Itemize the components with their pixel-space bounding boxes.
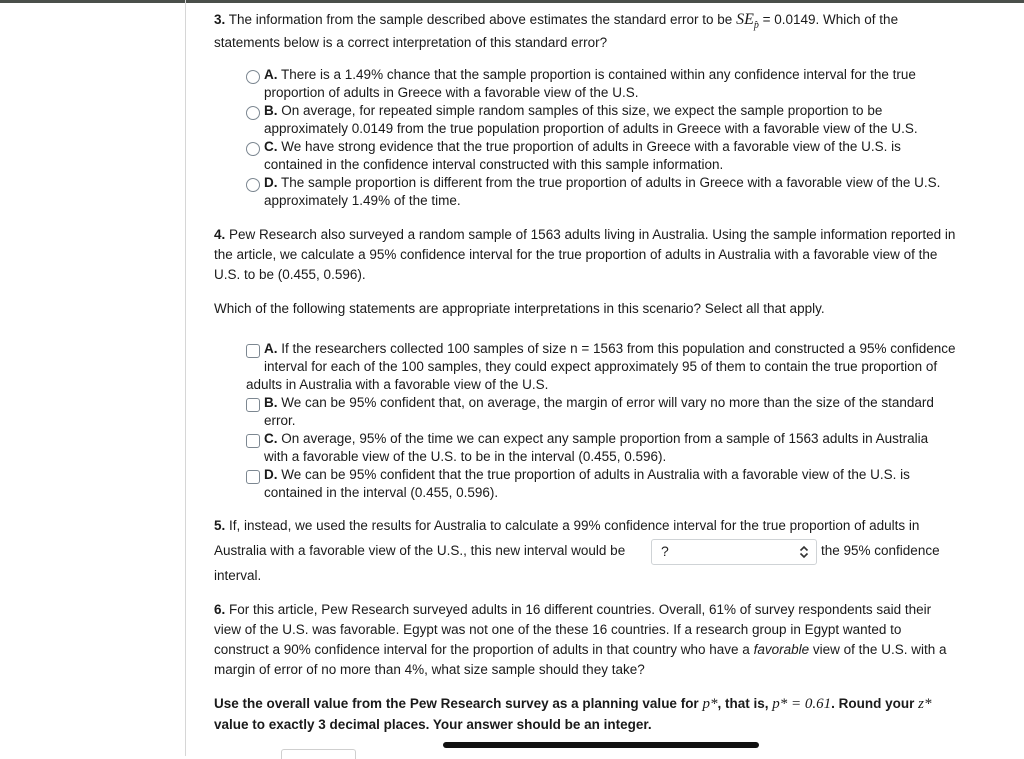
q4-stem-line2: the article, we calculate a 95% confidence interval for the true proportion of adults in Australia with a favorable view of the <box>214 247 938 262</box>
content-left-border <box>185 0 186 756</box>
q4-option-a-line2: interval for each of the 100 samples, they could expect approximately 95 of them to contain the true proportion of <box>264 359 938 374</box>
q4-option-d-line1[interactable]: D. We can be 95% confident that the true proportion of adults in Australia with a favorable view of the U.S. is <box>264 467 910 482</box>
chevron-updown-icon <box>798 544 810 560</box>
q4-option-c-line1[interactable]: C. On average, 95% of the time we can expect any sample proportion from a sample of 1563 adults in Australia <box>264 431 929 446</box>
q6-instruction-line1: Use the overall value from the Pew Research survey as a planning value for p*, that is, p* = 0.61. Round your z* <box>214 696 932 712</box>
q3-option-d-radio[interactable] <box>246 178 260 192</box>
q6-stem-line4: margin of error of no more than 4%, what size sample should they take? <box>214 662 645 677</box>
q4-option-b-line1[interactable]: B. We can be 95% confident that, on average, the margin of error will vary no more than the size of the standard <box>264 395 934 410</box>
q3-stem-line2: statements below is a correct interpretation of this standard error? <box>214 35 608 50</box>
p-star-symbol: p* <box>702 696 718 712</box>
q4-stem-line1: 4. Pew Research also surveyed a random sample of 1563 adults living in Australia. Using the sample information reported in <box>214 227 956 242</box>
q6-stem-line3: construct a 90% confidence interval for the proportion of adults in that country who have a favorable view of the U.S. with a <box>214 642 947 657</box>
q4-option-a-checkbox[interactable] <box>246 344 260 358</box>
q4-option-a-line3: adults in Australia with a favorable view of the U.S. <box>246 377 549 392</box>
q4-stem-line3: U.S. to be (0.455, 0.596). <box>214 267 366 282</box>
q4-option-b-checkbox[interactable] <box>246 398 260 412</box>
q3-number: 3. <box>214 12 226 27</box>
z-star-symbol: z* <box>918 696 932 712</box>
q6-stem-line2: view of the U.S. was favorable. Egypt was not one of the these 16 countries. If a research group in Egypt wanted to <box>214 622 902 637</box>
q4-prompt: Which of the following statements are appropriate interpretations in this scenario? Select all that apply. <box>214 301 825 316</box>
q4-option-d-checkbox[interactable] <box>246 470 260 484</box>
q5-select-value: ? <box>661 543 669 559</box>
q5-number: 5. <box>214 518 226 533</box>
q3-option-a-line2: proportion of adults in Greece with a favorable view of the U.S. <box>264 85 639 100</box>
se-symbol: $SE_{p̂}$ <box>736 11 759 32</box>
q3-option-a-radio[interactable] <box>246 70 260 84</box>
q5-comparison-select[interactable] <box>651 539 817 565</box>
q3-option-c-line2: contained in the confidence interval constructed with this sample information. <box>264 157 724 172</box>
q3-option-d-line2: approximately 1.49% of the time. <box>264 193 461 208</box>
q5-stem-line3: interval. <box>214 568 262 583</box>
q3-option-b-line2: approximately 0.0149 from the true population proportion of adults in Greece with a favorable view of the U.S. <box>264 121 918 136</box>
top-border <box>0 0 1024 3</box>
q3-stem-line1: 3. The information from the sample described above estimates the standard error to be $SE_{p̂} = 0.0149$. Which of the <box>214 11 899 32</box>
q6-instruction-line2: value to exactly 3 decimal places. Your answer should be an integer. <box>214 717 652 732</box>
q5-stem-line2-pre: Australia with a favorable view of the U.S., this new interval would be <box>214 543 626 558</box>
p-star-equation: p* = 0.61 <box>772 696 832 712</box>
q3-option-c-line1[interactable]: C. We have strong evidence that the true proportion of adults in Greece with a favorable view of the U.S. is <box>264 139 901 154</box>
q3-option-a-line1[interactable]: A. There is a 1.49% chance that the sample proportion is contained within any confidence interval for the true <box>264 67 916 82</box>
q3-option-b-radio[interactable] <box>246 106 260 120</box>
q6-number: 6. <box>214 602 226 617</box>
horizontal-scrollbar[interactable] <box>443 742 759 748</box>
q6-answer-input[interactable] <box>281 749 356 759</box>
q3-option-d-line1[interactable]: D. The sample proportion is different from the true proportion of adults in Greece with a favorable view of the U.S. <box>264 175 941 190</box>
q5-stem-line2-post: the 95% confidence <box>821 543 940 558</box>
q4-option-a-line1[interactable]: A. If the researchers collected 100 samples of size n = 1563 from this population and constructed a 95% confidence <box>264 341 956 356</box>
q3-option-c-radio[interactable] <box>246 142 260 156</box>
q4-option-c-line2: with a favorable view of the U.S. to be in the interval (0.455, 0.596). <box>264 449 667 464</box>
q5-stem-line1: 5. If, instead, we used the results for Australia to calculate a 99% confidence interval for the true proportion of adults in <box>214 518 920 533</box>
q4-number: 4. <box>214 227 226 242</box>
q4-option-d-line2: contained in the interval (0.455, 0.596). <box>264 485 499 500</box>
q4-option-b-line2: error. <box>264 413 296 428</box>
q6-stem-line1: 6. For this article, Pew Research surveyed adults in 16 different countries. Overall, 61% of survey respondents said their <box>214 602 932 617</box>
q3-option-b-line1[interactable]: B. On average, for repeated simple random samples of this size, we expect the sample proportion to be <box>264 103 883 118</box>
q4-option-c-checkbox[interactable] <box>246 434 260 448</box>
